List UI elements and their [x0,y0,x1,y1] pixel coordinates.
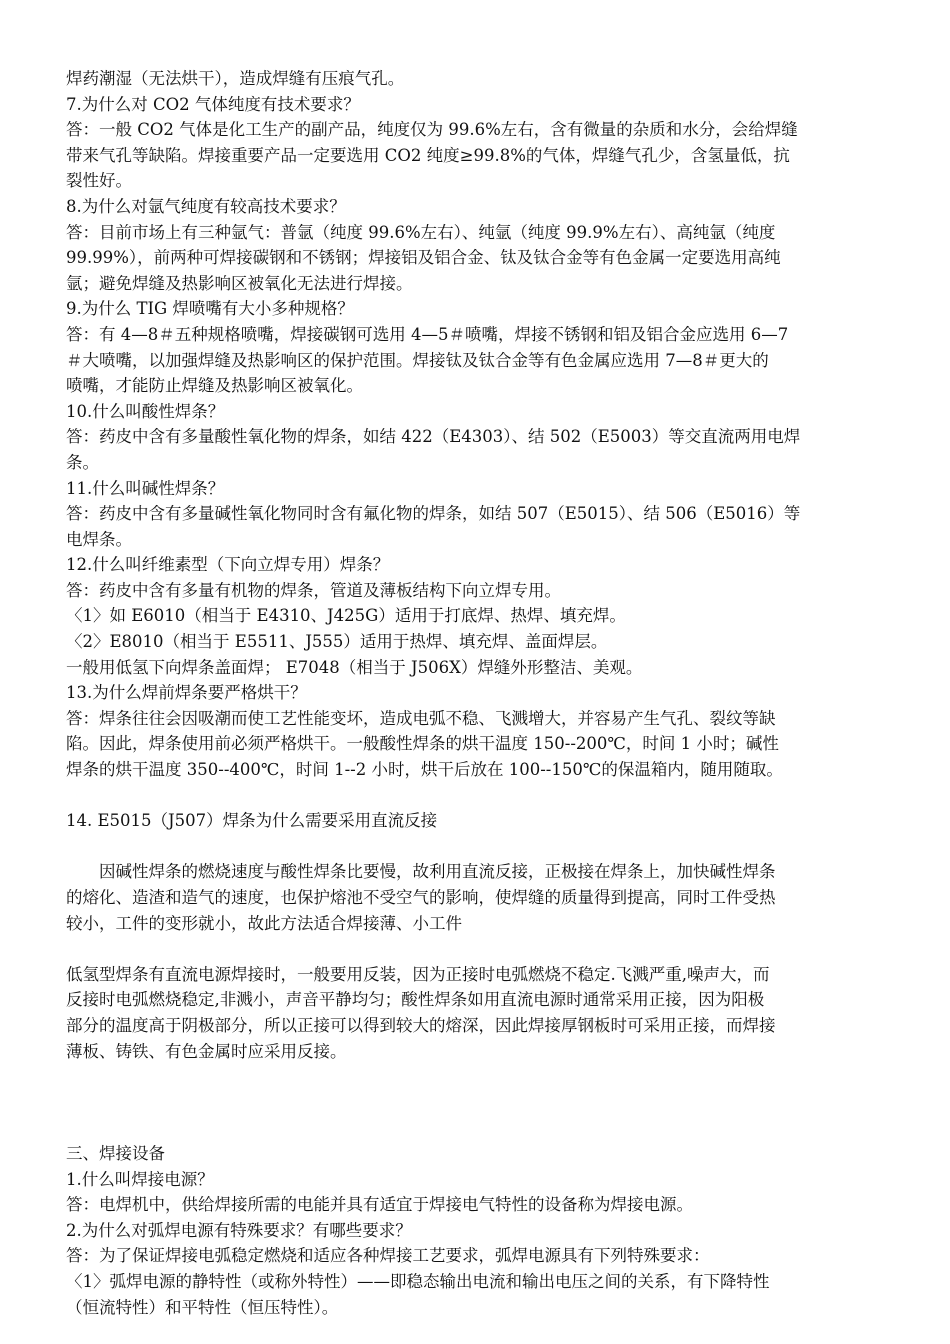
text-line: 10.什么叫酸性焊条？ [66,401,225,421]
blank-line [66,834,886,860]
text-line: 〈1〉弧焊电源的静特性（或称外特性）——即稳态输出电流和输出电压之间的关系，有下降特性 [66,1271,770,1291]
text-line: 带来气孔等缺陷。焊接重要产品一定要选用 CO2 纯度≥99.8%的气体，焊缝气孔少，含氢量低，抗 [66,145,790,165]
text-line: 焊条的烘干温度 350--400℃，时间 1--2 小时，烘干后放在 100--150℃的保温箱内，随用随取。 [66,760,783,780]
blank-line [66,1115,886,1141]
document-page [66,66,886,1320]
text-line: 低氢型焊条有直流电源焊接时，一般要用反装，因为正接时电弧燃烧不稳定.飞溅严重,噪声大，而 [66,964,770,984]
text-line: 7.为什么对 CO2 气体纯度有技术要求？ [66,94,360,114]
text-line: 13.为什么焊前焊条要严格烘干？ [66,683,307,703]
text-line: 陷。因此，焊条使用前必须严格烘干。一般酸性焊条的烘干温度 150--200℃，时间 1 小时；碱性 [66,734,779,754]
text-line: 电焊条。 [66,529,132,549]
text-line: 焊药潮湿（无法烘干），造成焊缝有压痕气孔。 [66,69,405,88]
text-line: 较小，工件的变形就小，故此方法适合焊接薄、小工件 [66,913,462,933]
text-line: 答：有 4—8＃五种规格喷嘴，焊接碳钢可选用 4—5＃喷嘴，焊接不锈钢和铝及铝合金应选用 6—7 [66,324,789,344]
text-line: 9.为什么 TIG 焊喷嘴有大小多种规格？ [66,299,354,319]
text-line: 11.什么叫碱性焊条？ [66,478,225,498]
text-line: 99.99%），前两种可焊接碳钢和不锈钢；焊接铝及铝合金、钛及钛合金等有色金属一定要选用高纯 [66,248,781,268]
text-line: 14. E5015（J507）焊条为什么需要采用直流反接 [66,811,438,831]
text-line: 喷嘴，才能防止焊缝及热影响区被氧化。 [66,376,363,396]
blank-line [66,783,886,809]
text-line: 一般用低氢下向焊条盖面焊； E7048（相当于 J506X）焊缝外形整洁、美观。 [66,657,643,677]
text-line: 裂性好。 [66,171,132,191]
text-line: 的熔化、造渣和造气的速度，也保护熔池不受空气的影响，使焊缝的质量得到提高，同时工件受热 [66,888,776,907]
text-line: 2.为什么对弧焊电源有特殊要求？有哪些要求？ [66,1220,412,1240]
text-line: 答：焊条往往会因吸潮而使工艺性能变坏，造成电弧不稳、飞溅增大，并容易产生气孔、裂纹等缺 [66,708,776,728]
text-line: 氩；避免焊缝及热影响区被氧化无法进行焊接。 [66,273,413,293]
text-line: 答：电焊机中，供给焊接所需的电能并具有适宜于焊接电气特性的设备称为焊接电源。 [66,1195,693,1215]
text-line: 8.为什么对氩气纯度有较高技术要求？ [66,196,346,216]
text-line: 1.什么叫焊接电源？ [66,1169,214,1189]
text-line: 因碱性焊条的燃烧速度与酸性焊条比要慢，故利用直流反接，正极接在焊条上，加快碱性焊条 [99,862,776,882]
blank-line [66,1064,886,1090]
text-line: 答：药皮中含有多量有机物的焊条，管道及薄板结构下向立焊专用。 [66,580,561,600]
text-line: 反接时电弧燃烧稳定,非溅小，声音平静均匀；酸性焊条如用直流电源时通常采用正接，因为阳极 [66,990,765,1010]
text-line: 部分的温度高于阴极部分，所以正接可以得到较大的熔深，因此焊接厚钢板时可采用正接，而焊接 [66,1015,776,1035]
text-line: 答：为了保证焊接电弧稳定燃烧和适应各种焊接工艺要求，弧焊电源具有下列特殊要求： [66,1246,710,1266]
text-line: 〈1〉如 E6010（相当于 E4310、J425G）适用于打底焊、热焊、填充焊。 [66,606,626,626]
text-line: （恒流特性）和平特性（恒压特性）。 [66,1297,339,1317]
text-line: ＃大喷嘴，以加强焊缝及热影响区的保护范围。焊接钛及钛合金等有色金属应选用 7—8＃更大的 [66,350,769,370]
text-line: 薄板、铸铁、有色金属时应采用反接。 [66,1041,347,1061]
text-line: 答：药皮中含有多量酸性氧化物的焊条，如结 422（E4303）、结 502（E5003）等交直流两用电焊 [66,427,801,447]
text-line: 答：药皮中含有多量碱性氧化物同时含有氟化物的焊条，如结 507（E5015）、结 506（E5016）等 [66,504,801,524]
text-line: 条。 [66,452,99,472]
text-line: 答：一般 CO2 气体是化工生产的副产品，纯度仅为 99.6%左右，含有微量的杂质和水分，会给焊缝 [66,120,798,140]
text-line: 答：目前市场上有三种氩气：普氩（纯度 99.6%左右）、纯氩（纯度 99.9%左右）、高纯氩（纯度 [66,222,776,242]
text-line: 〈2〉E8010（相当于 E5511、J555）适用于热焊、填充焊、盖面焊层。 [66,632,608,652]
blank-line [66,936,886,962]
text-line: 三、焊接设备 [66,1143,165,1163]
blank-line [66,1090,886,1116]
text-line: 12.什么叫纤维素型（下向立焊专用）焊条？ [66,555,390,575]
